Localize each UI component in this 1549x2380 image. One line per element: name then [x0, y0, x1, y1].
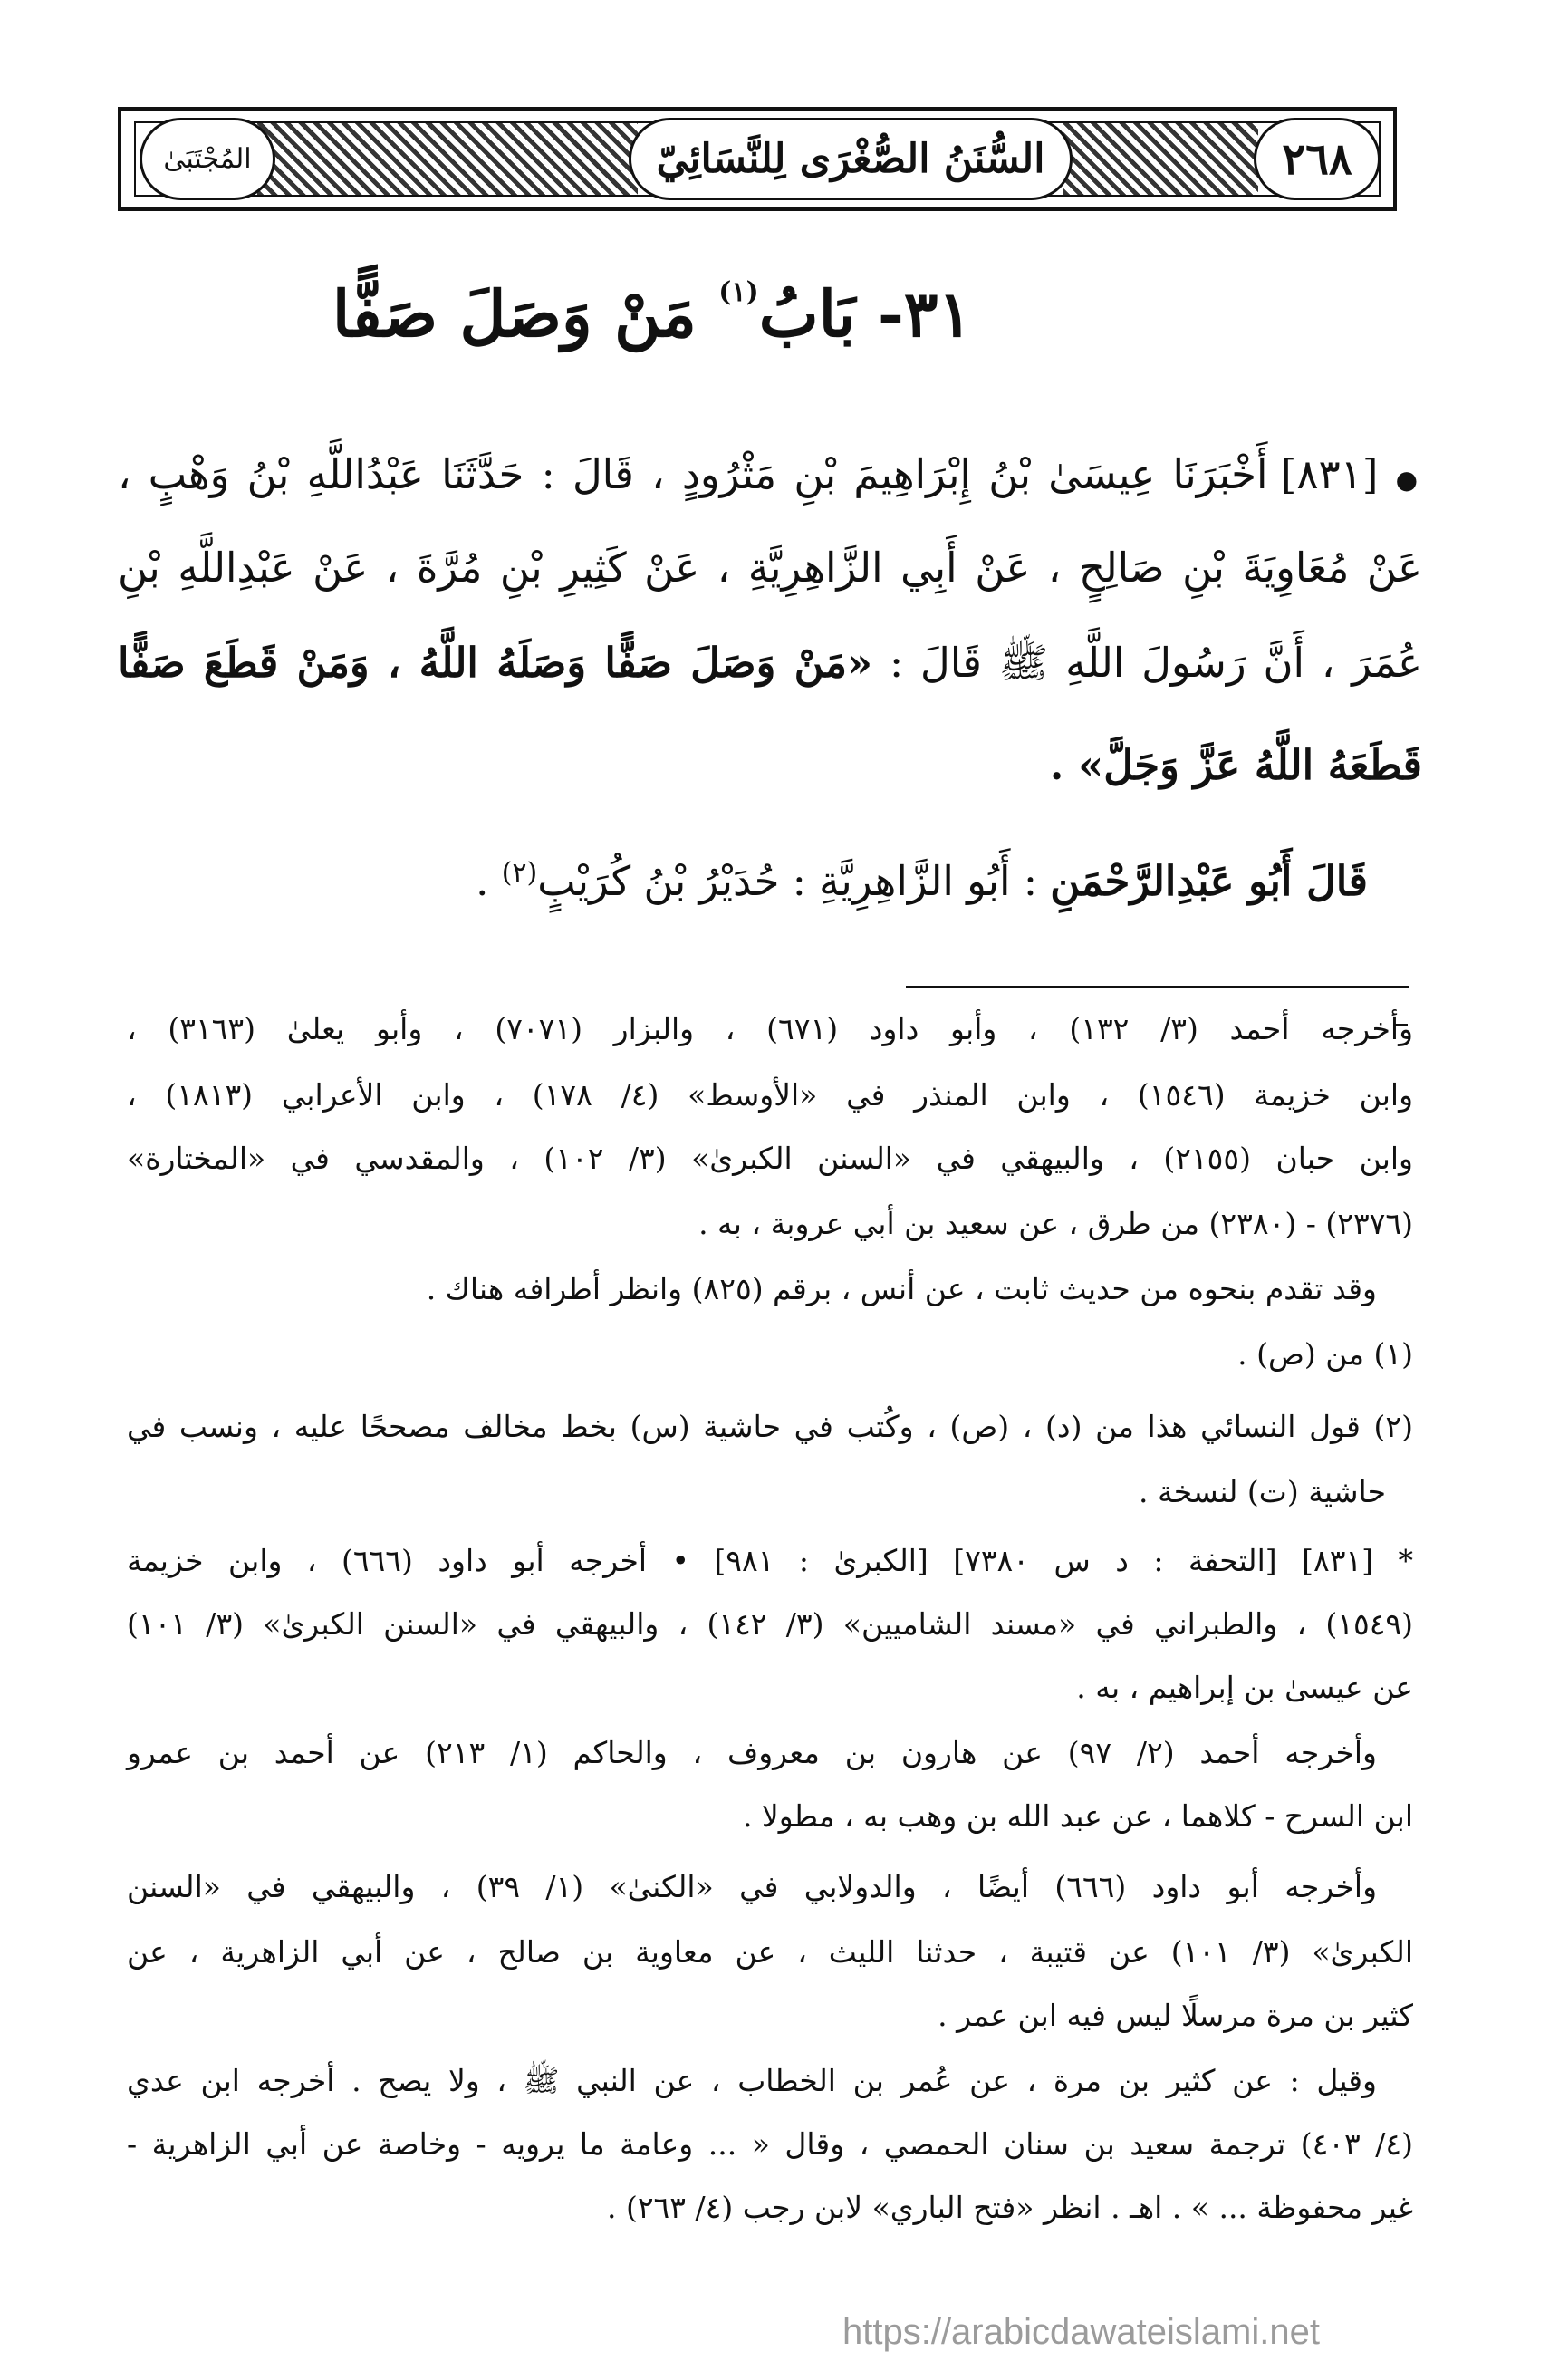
footnote-line: وأخرجه أحمد (٣/ ١٣٢) ، وأبو داود (٦٧١) ، والبزار (٧٠٧١) ، وأبو يعلىٰ (٣١٦٣) ، [127, 1011, 1414, 1046]
hadith-line-1 [118, 450, 1422, 499]
footnote-ref-2: (٢) [501, 857, 538, 889]
chapter-heading [272, 276, 1033, 352]
author-comment [118, 857, 1422, 906]
book-title: السُّنَنُ الصُّغْرَى لِلنَّسَائِيّ [629, 118, 1073, 200]
footnote-line: غير محفوظة ... » . اهـ . انظر «فتح الباري» لابن رجب (٤/ ٢٦٣) . [606, 2190, 1413, 2225]
author-comment-end: . [476, 857, 502, 905]
footnote-separator [906, 986, 1409, 988]
header-ornament-right [1063, 123, 1258, 195]
bullet-icon: ● [1395, 465, 1423, 495]
page-header [118, 107, 1397, 211]
footnote-line: وابن خزيمة (١٥٤٦) ، وابن المنذر في «الأوسط» (٤/ ١٧٨) ، وابن الأعرابي (١٨١٣) ، [127, 1077, 1414, 1113]
footnote-line: وأخرجه أبو داود (٦٦٦) أيضًا ، والدولابي في «الكنىٰ» (١/ ٣٩) ، والبيهقي في «السنن [127, 1869, 1378, 1904]
footnote-line: الكبرىٰ» (٣/ ١٠١) عن قتيبة ، حدثنا الليث ، عن معاوية بن صالح ، عن أبي الزاهرية ، عن [127, 1934, 1414, 1970]
footnote-line: حاشية (ت) لنسخة . [1139, 1474, 1386, 1509]
footnote-line: (١٥٤٩) ، والطبراني في «مسند الشاميين» (٣/ ١٤٢) ، والبيهقي في «السنن الكبرىٰ» (٣/ ١٠١) [127, 1606, 1414, 1642]
page-number: ٢٦٨ [1254, 118, 1381, 200]
hadith-line-2: عَنْ مُعَاوِيَةَ بْنِ صَالِحٍ ، عَنْ أَبِي الزَّاهِرِيَّةِ ، عَنْ كَثِيرِ بْنِ مُرَّةَ ، عَنْ عَبْدِاللَّهِ بْنِ [118, 544, 1422, 592]
author-comment-text: : أَبُو الزَّاهِرِيَّةِ : حُدَيْرُ بْنُ كُرَيْبٍ [537, 857, 1051, 905]
header-ornament-left [257, 123, 638, 195]
chapter-heading-number: ٣١- بَابُ [758, 276, 973, 352]
footnote-line: وقيل : عن كثير بن مرة ، عن عُمر بن الخطاب ، عن النبي ﷺ ، ولا يصح . أخرجه ابن عدي [127, 2063, 1377, 2098]
footnote-line: (٤/ ٤٠٣) ترجمة سعيد بن سنان الحمصي ، وقال « ... وعامة ما يرويه - وخاصة عن أبي الزاهرية - [127, 2126, 1414, 2162]
hadith-line-4: قَطَعَهُ اللَّهُ عَزَّ وَجَلَّ» . [1049, 741, 1422, 789]
footnote-line: عن عيسىٰ بن إبراهيم ، به . [1076, 1670, 1413, 1705]
hadith-text-1: [٨٣١] أَخْبَرَنَا عِيسَىٰ بْنُ إِبْرَاهِيمَ بْنِ مَثْرُودٍ ، قَالَ : حَدَّثَنَا عَبْدُاللَّهِ بْنُ وَهْبٍ ، [118, 450, 1379, 498]
footnote-line: (١) من (ص) . [1237, 1336, 1413, 1372]
author-comment-label: قَالَ أَبُو عَبْدِالرَّحْمَنِ [1050, 857, 1368, 905]
footnote-line: (٢) قول النسائي هذا من (د) ، (ص) ، وكُتب في حاشية (س) بخط مخالف مصححًا عليه ، ونسب في [127, 1409, 1413, 1444]
footnote-line: وقد تقدم بنحوه من حديث ثابت ، عن أنس ، برقم (٨٢٥) وانظر أطرافه هناك . [426, 1271, 1377, 1306]
footnote-line: ابن السرح - كلاهما ، عن عبد الله بن وهب به ، مطولا . [742, 1798, 1413, 1834]
footnote-line: (٢٣٧٦) - (٢٣٨٠) من طرق ، عن سعيد بن أبي عروبة ، به . [698, 1206, 1413, 1241]
hadith-quote-3b: «مَنْ وَصَلَ صَفًّا وَصَلَهُ اللَّهُ ، وَمَنْ قَطَعَ صَفًّا [118, 639, 873, 687]
footnote-line: كثير بن مرة مرسلًا ليس فيه ابن عمر . [938, 1998, 1413, 2033]
series-label: المُجْتَبَىٰ [140, 118, 275, 200]
chapter-heading-title: مَنْ وَصَلَ صَفًّا [332, 276, 719, 352]
hadith-text-3a: عُمَرَ ، أَنَّ رَسُولَ اللَّهِ ﷺ قَالَ : [872, 639, 1422, 687]
footnote-line: * [٨٣١] [التحفة : د س ٧٣٨٠] [الكبرىٰ : ٩٨١] • أخرجه أبو داود (٦٦٦) ، وابن خزيمة [127, 1543, 1413, 1578]
footnote-ref-1: (١) [718, 276, 759, 308]
footnote-line: وابن حبان (٢١٥٥) ، والبيهقي في «السنن الكبرىٰ» (٣/ ١٠٢) ، والمقدسي في «المختارة» [127, 1141, 1413, 1176]
footnote-line: وأخرجه أحمد (٢/ ٩٧) عن هارون بن معروف ، والحاكم (١/ ٢١٣) عن أحمد بن عمرو [127, 1735, 1377, 1770]
watermark-url: https://arabicdawateislami.net [842, 2312, 1320, 2352]
hadith-line-3 [118, 639, 1422, 688]
